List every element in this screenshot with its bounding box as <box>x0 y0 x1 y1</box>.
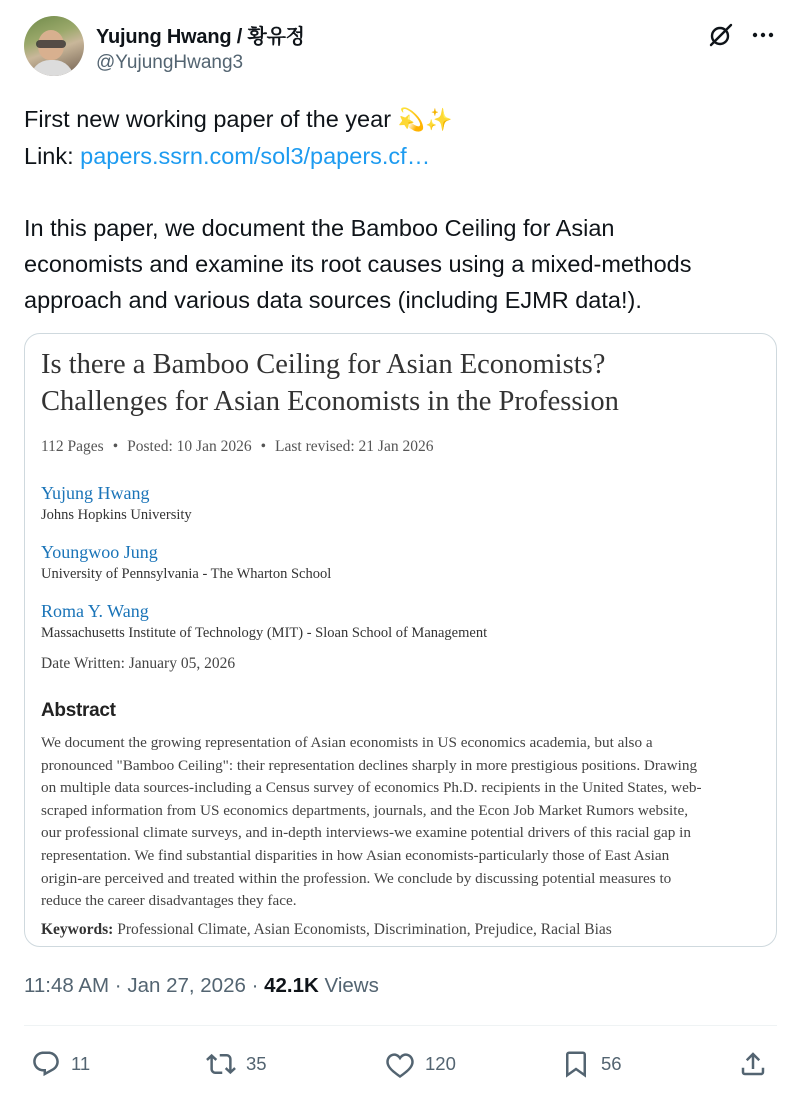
views-label: Views <box>324 974 379 997</box>
more-icon[interactable] <box>750 22 776 48</box>
date-written: Date Written: January 05, 2026 <box>41 655 236 672</box>
abstract-line: our professional climate surveys, and in-depth interviews-we examine potential drivers of this racial gap in <box>41 824 691 842</box>
abstract-line: representation. We find substantial disparities in how Asian economists-particularly those of East Asian <box>41 846 670 864</box>
paper-link[interactable]: papers.ssrn.com/sol3/papers.cf… <box>80 143 431 169</box>
paper-author <box>41 601 487 642</box>
paper-author-name: Yujung Hwang <box>41 483 150 503</box>
abstract-heading: Abstract <box>41 700 116 721</box>
paper-author-name: Roma Y. Wang <box>41 601 149 621</box>
bookmark-button[interactable] <box>561 1044 622 1084</box>
like-icon <box>385 1049 415 1079</box>
paper-title-line: Challenges for Asian Economists in the Profession <box>41 386 619 417</box>
page-count: 112 Pages <box>41 438 104 455</box>
avatar[interactable] <box>24 16 84 76</box>
keywords-list: Professional Climate, Asian Economists, Discrimination, Prejudice, Racial Bias <box>117 921 612 938</box>
paper-meta: 112 Pages • Posted: 10 Jan 2026 • Last revised: 21 Jan 2026 <box>41 438 434 455</box>
grok-icon[interactable] <box>708 22 734 48</box>
paper-title <box>41 346 766 420</box>
sparkles-emoji: 💫✨ <box>397 107 453 132</box>
reply-count: 11 <box>71 1053 91 1074</box>
tweet-header <box>24 14 777 80</box>
paper-author-affiliation: Johns Hopkins University <box>41 507 192 523</box>
share-icon <box>738 1049 768 1079</box>
tweet-date[interactable]: Jan 27, 2026 <box>127 974 246 997</box>
abstract-line: origin-are perceived and treated within the profession. We conclude by discussing potential measures to <box>41 869 672 887</box>
author-handle[interactable]: @YujungHwang3 <box>96 52 244 73</box>
author-name[interactable]: Yujung Hwang / 황유정 <box>96 26 305 48</box>
reply-button[interactable] <box>31 1044 90 1084</box>
separator: · <box>114 974 122 997</box>
like-count: 120 <box>425 1053 456 1074</box>
posted-date: Posted: 10 Jan 2026 <box>127 438 252 455</box>
tweet-time[interactable]: 11:48 AM <box>24 974 110 997</box>
tweet-body-line: economists and examine its root causes using a mixed-methods <box>24 251 692 277</box>
action-bar <box>0 1044 801 1084</box>
revised-date: Last revised: 21 Jan 2026 <box>275 438 434 455</box>
paper-author-affiliation: University of Pennsylvania - The Wharton School <box>41 566 332 582</box>
keywords <box>41 921 612 939</box>
paper-author-name: Youngwoo Jung <box>41 542 158 562</box>
like-button[interactable] <box>385 1044 456 1084</box>
abstract-line: We document the growing representation of Asian economists in US economics academia, but also a <box>41 734 653 751</box>
abstract-line: reduce the career disadvantages they face. <box>41 892 297 910</box>
abstract-text <box>41 732 766 913</box>
paper-author-affiliation: Massachusetts Institute of Technology (MIT) - Sloan School of Management <box>41 625 488 641</box>
abstract-line: scraped information from US economics departments, journals, and the Econ Job Market Rumors website, <box>41 801 689 819</box>
repost-button[interactable] <box>206 1044 267 1084</box>
link-prefix: Link: <box>24 143 81 169</box>
tweet-text <box>24 101 777 318</box>
paper-author <box>41 542 331 583</box>
tweet-body-line: In this paper, we document the Bamboo Ceiling for Asian <box>24 215 615 241</box>
paper-author <box>41 483 192 524</box>
views-count: 42.1K <box>264 974 319 997</box>
paper-title-line: Is there a Bamboo Ceiling for Asian Economists? <box>41 349 606 380</box>
tweet-line-1: First new working paper of the year <box>24 106 392 132</box>
tweet-timestamp <box>24 974 379 998</box>
bookmark-icon <box>561 1049 591 1079</box>
separator: · <box>251 974 259 997</box>
repost-count: 35 <box>246 1053 267 1074</box>
bookmark-count: 56 <box>601 1053 622 1074</box>
abstract-line: on multiple data sources-including a Census survey of economics Ph.D. recipients in the United States, web- <box>41 779 702 797</box>
repost-icon <box>206 1049 236 1079</box>
reply-icon <box>31 1049 61 1079</box>
share-button[interactable] <box>738 1044 768 1084</box>
tweet-body-line: approach and various data sources (including EJMR data!). <box>24 287 642 313</box>
paper-image-card[interactable] <box>24 333 777 947</box>
abstract-line: pronounced "Bamboo Ceiling": their representation declines sharply in more prestigious positions. Drawing <box>41 756 698 774</box>
divider <box>24 1025 777 1026</box>
keywords-label: Keywords: <box>41 921 114 938</box>
